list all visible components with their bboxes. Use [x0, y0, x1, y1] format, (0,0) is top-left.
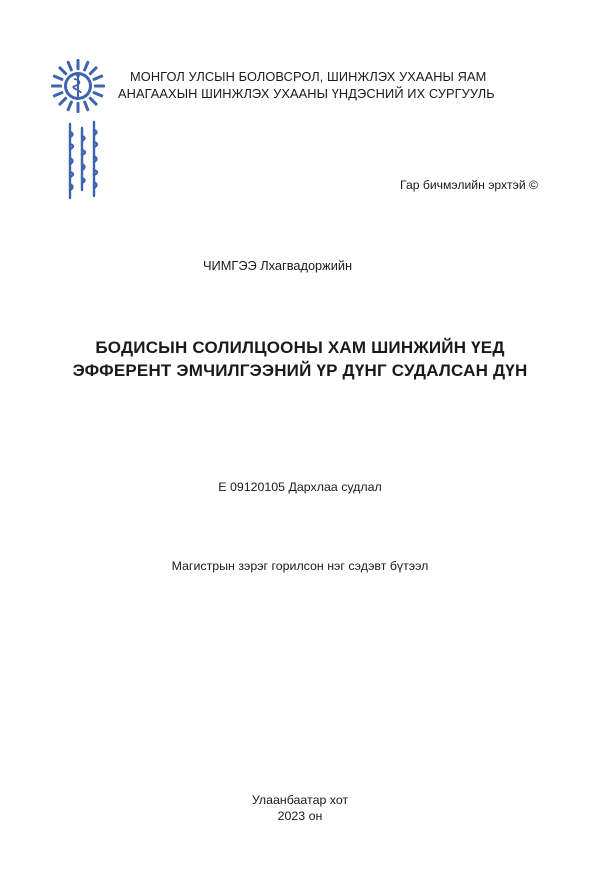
author-name: ЧИМГЭЭ Лхагвадоржийн [203, 258, 353, 273]
thesis-title-line2: ЭФФЕРЕНТ ЭМЧИЛГЭЭНИЙ ҮР ДҮНГ СУДАЛСАН ДҮН [72, 361, 528, 380]
institution-header [118, 68, 578, 102]
rights-notice: Гар бичмэлийн эрхтэй © [400, 178, 538, 192]
degree-description: Магистрын зэрэг горилсон нэг сэдэвт бүтээл [171, 559, 429, 573]
university-logo-icon [50, 58, 106, 114]
university-name: АНАГААХЫН ШИНЖЛЭХ УХААНЫ ҮНДЭСНИЙ ИХ СУРГУУЛЬ [118, 86, 495, 101]
thesis-title-line1: БОДИСЫН СОЛИЛЦООНЫ ХАМ ШИНЖИЙН ҮЕД [95, 338, 505, 357]
mongolian-script-icon [62, 120, 102, 204]
year: 2023 он [277, 809, 323, 823]
thesis-title [0, 336, 600, 382]
place-and-year [0, 792, 600, 824]
specialty-code: Е 09120105 Дархлаа судлал [218, 480, 382, 494]
place: Улаанбаатар хот [251, 793, 349, 807]
ministry-name: МОНГОЛ УЛСЫН БОЛОВСРОЛ, ШИНЖЛЭХ УХААНЫ ЯАМ [130, 69, 487, 84]
